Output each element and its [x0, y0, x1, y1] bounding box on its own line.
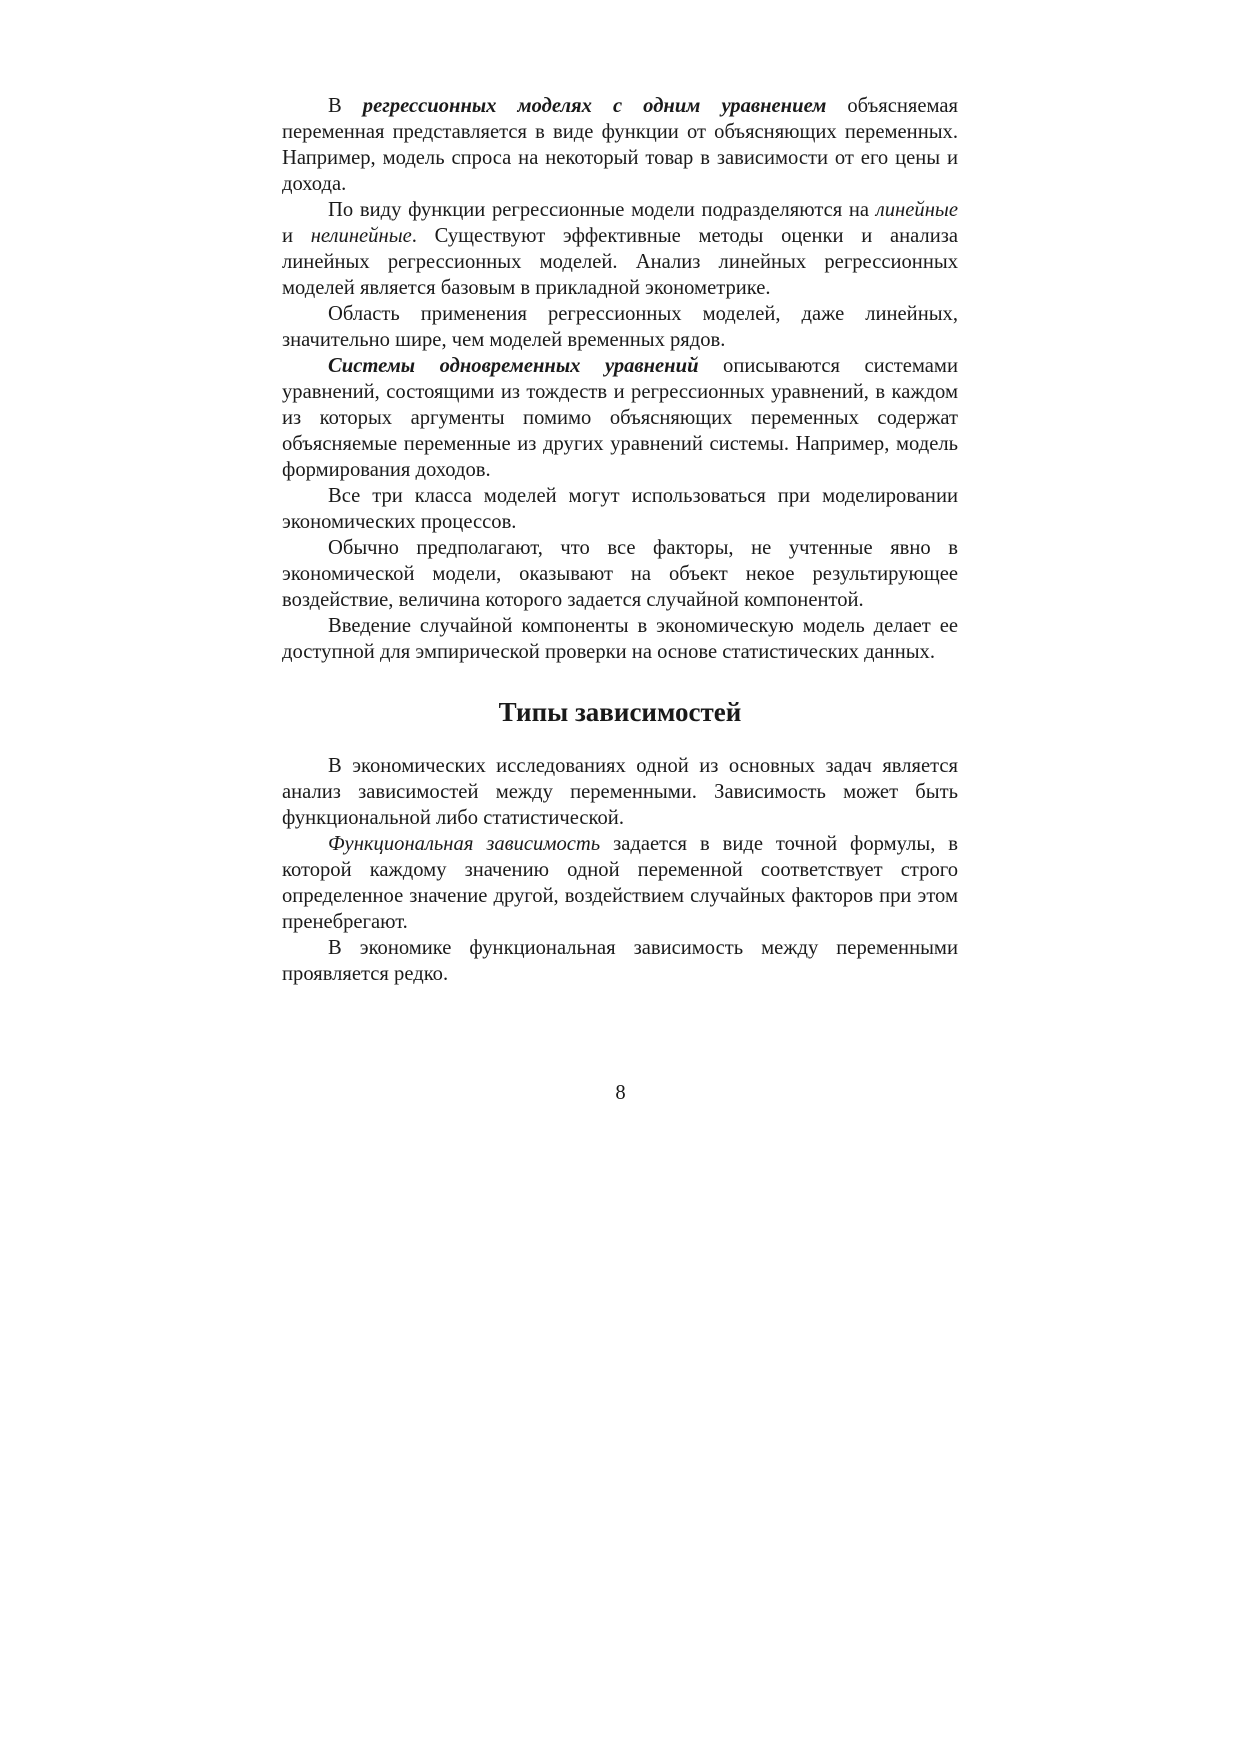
- page-body: [282, 93, 958, 987]
- paragraph-text: . Существуют эффективные методы оценки и анализа линейных регрессионных моделей. Анализ линейных регрессионных моделей является базовым в прикладной эконометрике.: [282, 225, 958, 299]
- emphasis-term: регрессионных моделях с одним уравнением: [362, 95, 827, 117]
- paragraph-text: По виду функции регрессионные модели подразделяются на: [328, 199, 876, 221]
- paragraph-regression-models: [282, 93, 958, 197]
- paragraph-application-area: Область применения регрессионных моделей, даже линейных, значительно шире, чем моделей временных рядов.: [282, 303, 958, 351]
- italic-term: нелинейные: [310, 225, 412, 247]
- paragraph-text: В: [328, 95, 363, 117]
- paragraph-three-classes: Все три класса моделей могут использоваться при моделировании экономических процессов.: [282, 485, 958, 533]
- paragraph-dependency-analysis: В экономических исследованиях одной из основных задач является анализ зависимостей между переменными. Зависимость может быть функциональной либо статистической.: [282, 755, 958, 829]
- paragraph-functional-dependency: [282, 831, 958, 935]
- emphasis-term: Системы одновременных уравнений: [328, 355, 699, 377]
- page-number: 8: [615, 1082, 626, 1104]
- paragraph-text: задается в виде точной формулы, в которой каждому значению одной переменной соответствует строго определенное значение другой, воздействием случайных факторов при этом пренебрегают.: [282, 833, 958, 933]
- paragraph-simultaneous-equations: [282, 353, 958, 483]
- italic-term: линейные: [875, 199, 958, 221]
- paragraph-text: описываются системами уравнений, состоящими из тождеств и регрессионных уравнений, в каждом из которых аргументы помимо объясняющих переменных содержат объясняемые переменные из других уравнений системы. Например, модель формирования доходов.: [282, 355, 958, 481]
- paragraph-function-types: [282, 197, 958, 301]
- section-title: Типы зависимостей: [498, 697, 742, 727]
- italic-term: Функциональная зависимость: [328, 833, 601, 855]
- paragraph-empirical-check: Введение случайной компоненты в экономическую модель делает ее доступной для эмпирической проверки на основе статистических данных.: [282, 615, 958, 663]
- paragraph-economics-rare: В экономике функциональная зависимость между переменными проявляется редко.: [282, 937, 958, 985]
- paragraph-text: и: [282, 225, 311, 247]
- paragraph-random-component: Обычно предполагают, что все факторы, не учтенные явно в экономической модели, оказывают на объект некое результирующее воздействие, величина которого задается случайной компонентой.: [282, 537, 958, 611]
- paragraph-text: объясняемая переменная представляется в виде функции от объясняющих переменных. Например, модель спроса на некоторый товар в зависимости от его цены и дохода.: [282, 95, 959, 195]
